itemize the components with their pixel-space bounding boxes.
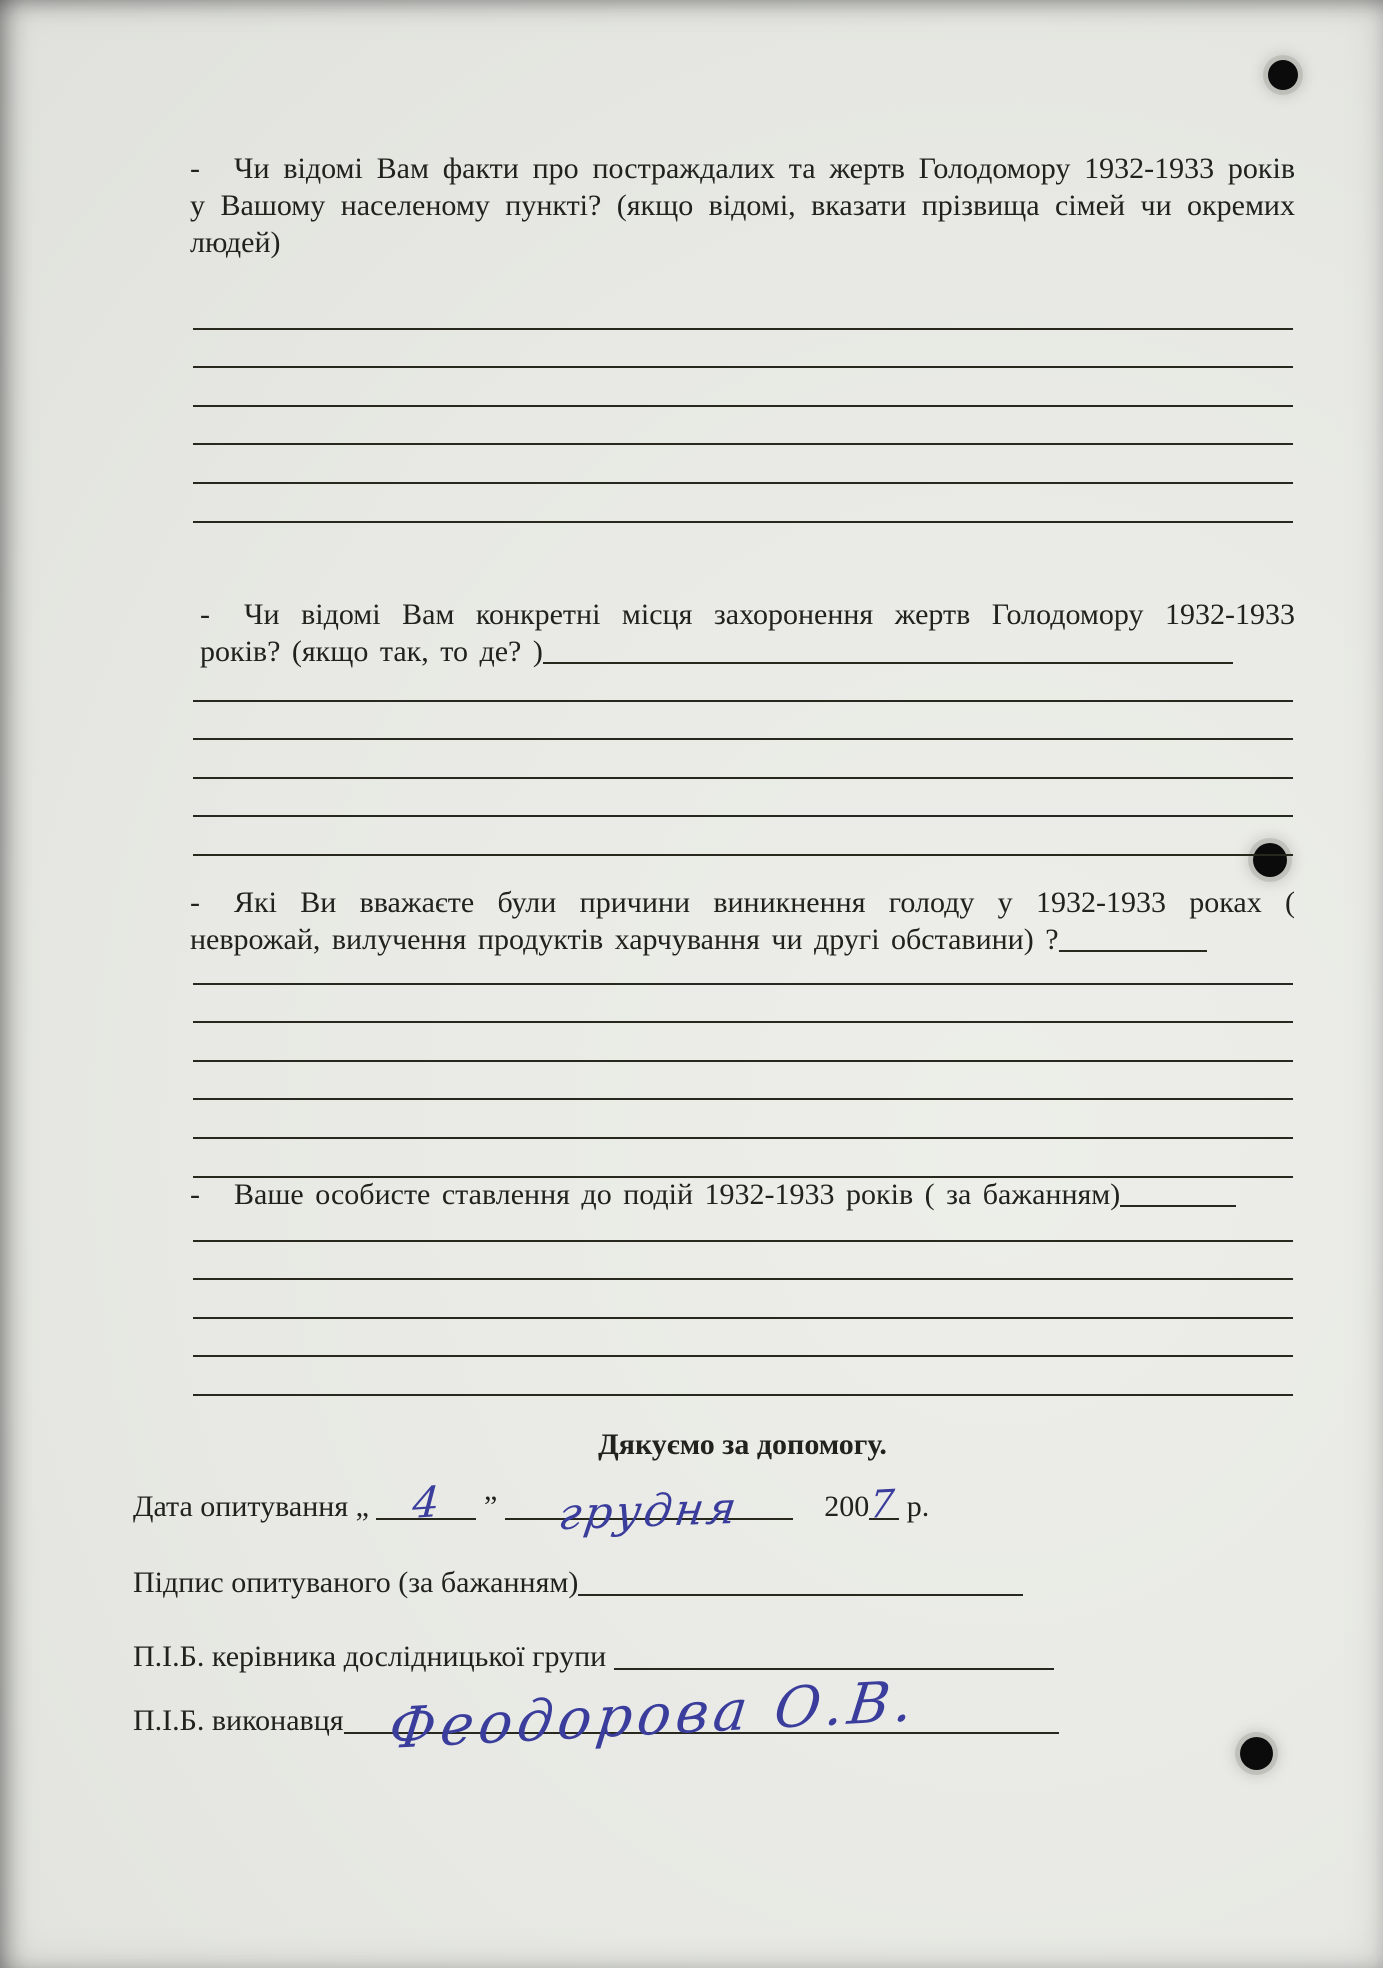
answer-line bbox=[193, 817, 1293, 856]
answer-line bbox=[193, 445, 1293, 484]
survey-date-label: Дата опитування bbox=[133, 1490, 349, 1523]
executor-label: П.І.Б. виконавця bbox=[133, 1704, 344, 1737]
answer-lines-question-4 bbox=[193, 1203, 1293, 1396]
year-prefix: 200 bbox=[824, 1490, 870, 1523]
answer-line bbox=[193, 1319, 1293, 1358]
question-text: Чи відомі Вам факти про постраждалих та жертв Голодомору 1932-1933 років у Вашому населеному пункті? (якщо відомі, вказати прізвища сімей чи окремих людей) bbox=[190, 152, 1295, 259]
question-bullet: - bbox=[190, 886, 200, 919]
answer-line bbox=[193, 663, 1293, 702]
thanks-heading: Дякуємо за допомогу. bbox=[598, 1428, 887, 1461]
answer-line bbox=[193, 1023, 1293, 1062]
answer-line bbox=[193, 985, 1293, 1024]
punch-hole-top bbox=[1268, 60, 1298, 90]
question-text: Ваше особисте ставлення до подій 1932-1933 років ( за бажанням) bbox=[234, 1178, 1121, 1211]
answer-line bbox=[193, 740, 1293, 779]
signature-label: Підпис опитуваного (за бажанням) bbox=[133, 1566, 579, 1599]
question-text: Чи відомі Вам конкретні місця захоронення жертв Голодомору 1932-1933 років? (якщо так, то де? ) bbox=[200, 598, 1295, 668]
answer-lines-question-1 bbox=[193, 291, 1293, 523]
answer-line bbox=[193, 407, 1293, 446]
question-text: Які Ви вважаєте були причини виникнення голоду у 1932-1933 роках ( неврожай, вилучення продуктів харчування чи другі обставини) ? bbox=[190, 886, 1295, 956]
answer-line bbox=[193, 368, 1293, 407]
executor-name-row bbox=[133, 1668, 1059, 1763]
question-bullet: - bbox=[190, 152, 200, 185]
executor-name-field bbox=[344, 1668, 1059, 1763]
answer-line bbox=[193, 1203, 1293, 1242]
answer-line bbox=[193, 946, 1293, 985]
leader-name-field bbox=[614, 1660, 1054, 1670]
handwritten-month: грудня bbox=[555, 1482, 743, 1541]
year-suffix: р. bbox=[906, 1490, 930, 1523]
answer-line bbox=[193, 291, 1293, 330]
answer-line bbox=[193, 330, 1293, 369]
date-month-field bbox=[505, 1482, 793, 1541]
answer-line bbox=[193, 779, 1293, 818]
question-victims-facts bbox=[190, 150, 1295, 261]
answer-line bbox=[193, 1062, 1293, 1101]
answer-lines-question-3 bbox=[193, 946, 1293, 1178]
answer-line bbox=[193, 1280, 1293, 1319]
answer-line bbox=[193, 484, 1293, 523]
answer-line bbox=[193, 702, 1293, 741]
signature-field bbox=[578, 1586, 1023, 1596]
date-day-field bbox=[376, 1476, 476, 1529]
date-year-field bbox=[868, 1481, 899, 1527]
signature-row bbox=[133, 1566, 1023, 1600]
answer-line bbox=[193, 1100, 1293, 1139]
answer-line bbox=[193, 1242, 1293, 1281]
answer-line bbox=[193, 1139, 1293, 1178]
question-bullet: - bbox=[190, 1178, 200, 1211]
leader-label: П.І.Б. керівника дослідницької групи bbox=[133, 1640, 607, 1673]
question-burial-places bbox=[200, 596, 1295, 670]
survey-date-row bbox=[133, 1476, 930, 1541]
handwritten-year-digit: 7 bbox=[868, 1481, 897, 1527]
close-quote: ” bbox=[483, 1490, 498, 1523]
answer-line bbox=[193, 1357, 1293, 1396]
question-bullet: - bbox=[200, 598, 210, 631]
answer-lines-question-2 bbox=[193, 663, 1293, 856]
punch-hole-bottom bbox=[1240, 1737, 1273, 1770]
handwritten-day: 4 bbox=[411, 1476, 442, 1529]
open-quote: „ bbox=[355, 1490, 369, 1523]
handwritten-executor-name: Феодорова О.В. bbox=[384, 1668, 921, 1763]
